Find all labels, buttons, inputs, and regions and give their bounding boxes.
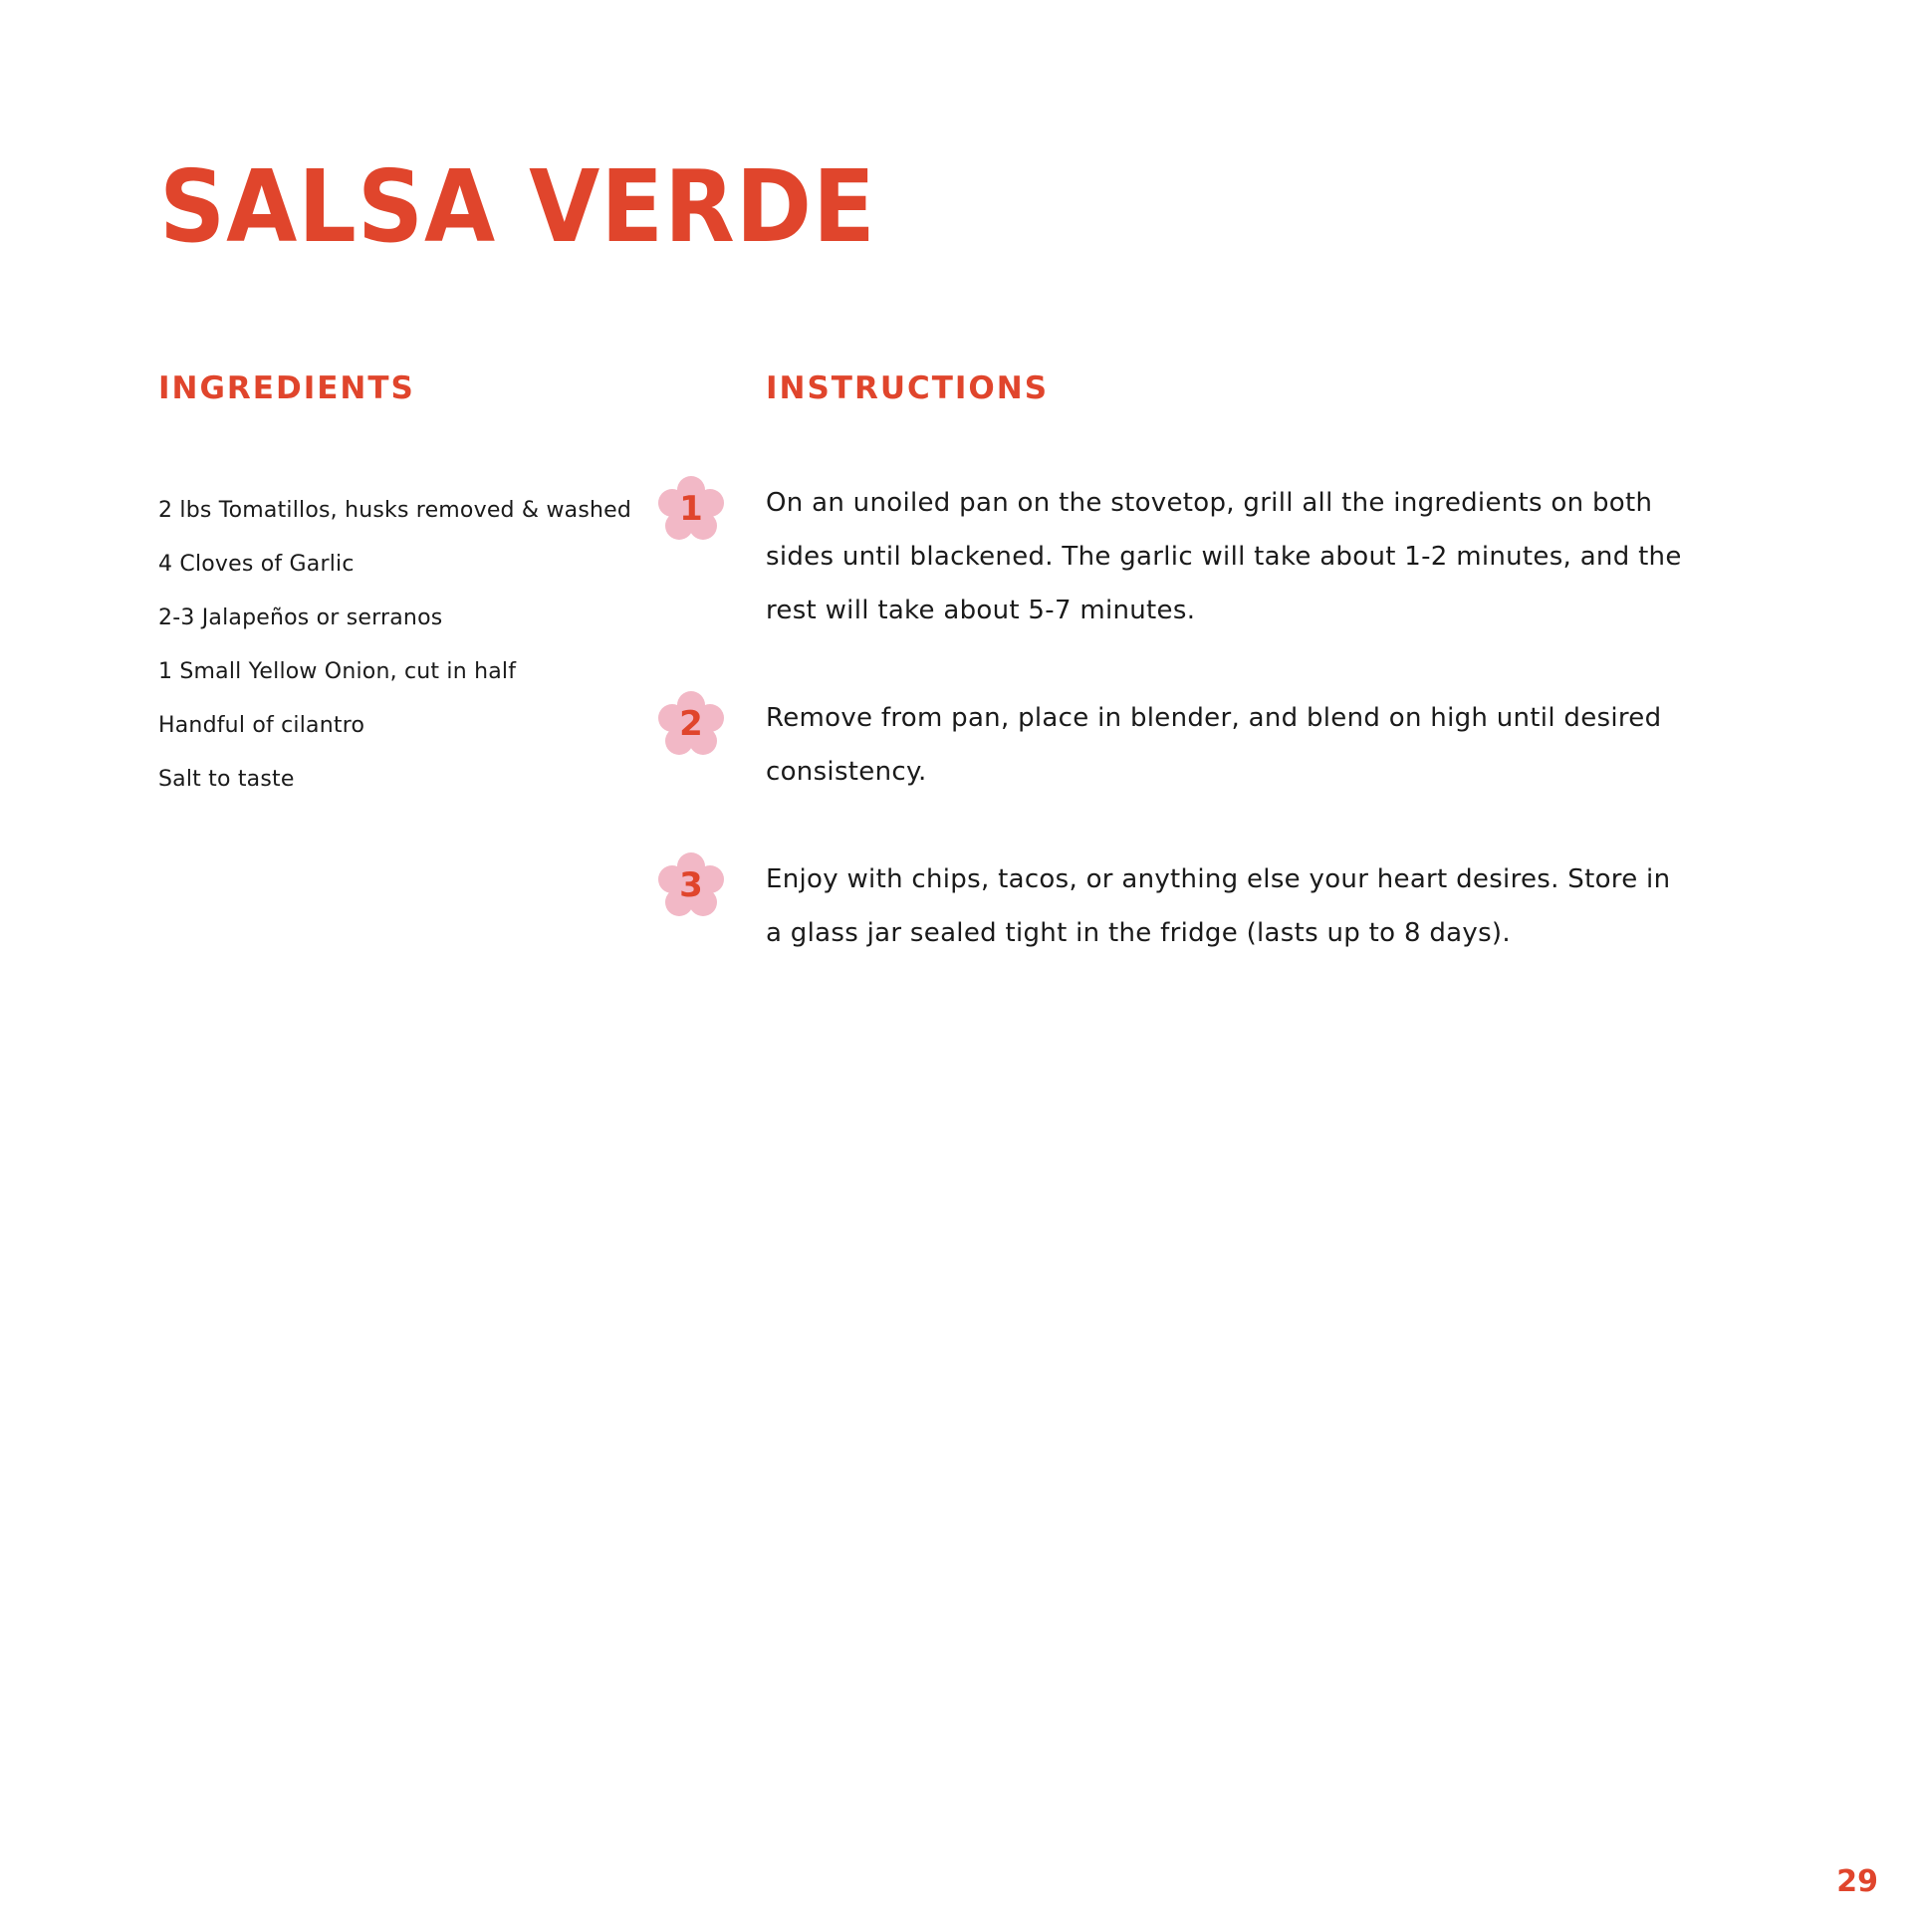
recipe-title: SALSA VERDE — [159, 148, 876, 265]
step-text: On an unoiled pan on the stovetop, grill all the ingredients on both sides until blackened. The garlic will take about 1-2 minutes, and the rest will take about 5-7 minutes. — [766, 488, 1682, 625]
step-badge — [657, 476, 725, 542]
step-badge — [657, 691, 725, 757]
ingredient-item: 4 Cloves of Garlic — [158, 552, 355, 577]
ingredient-item: 2-3 Jalapeños or serranos — [158, 605, 443, 630]
step-badge — [657, 852, 725, 918]
step-text: Enjoy with chips, tacos, or anything else your heart desires. Store in a glass jar sealed tight in the fridge (lasts up to 8 days). — [766, 864, 1671, 948]
step-number: 1 — [679, 489, 703, 529]
page-number: 29 — [1836, 1864, 1878, 1899]
ingredient-item: Salt to taste — [158, 767, 295, 792]
step-number: 2 — [679, 704, 703, 744]
instructions-heading: INSTRUCTIONS — [766, 370, 1050, 406]
ingredient-item: Handful of cilantro — [158, 713, 365, 738]
ingredients-list — [158, 484, 631, 807]
ingredient-item: 1 Small Yellow Onion, cut in half — [158, 659, 517, 684]
ingredient-item: 2 lbs Tomatillos, husks removed & washed — [158, 498, 632, 523]
step-number: 3 — [679, 865, 703, 905]
ingredients-heading: INGREDIENTS — [158, 370, 415, 406]
step-text: Remove from pan, place in blender, and blend on high until desired consistency. — [766, 703, 1662, 787]
